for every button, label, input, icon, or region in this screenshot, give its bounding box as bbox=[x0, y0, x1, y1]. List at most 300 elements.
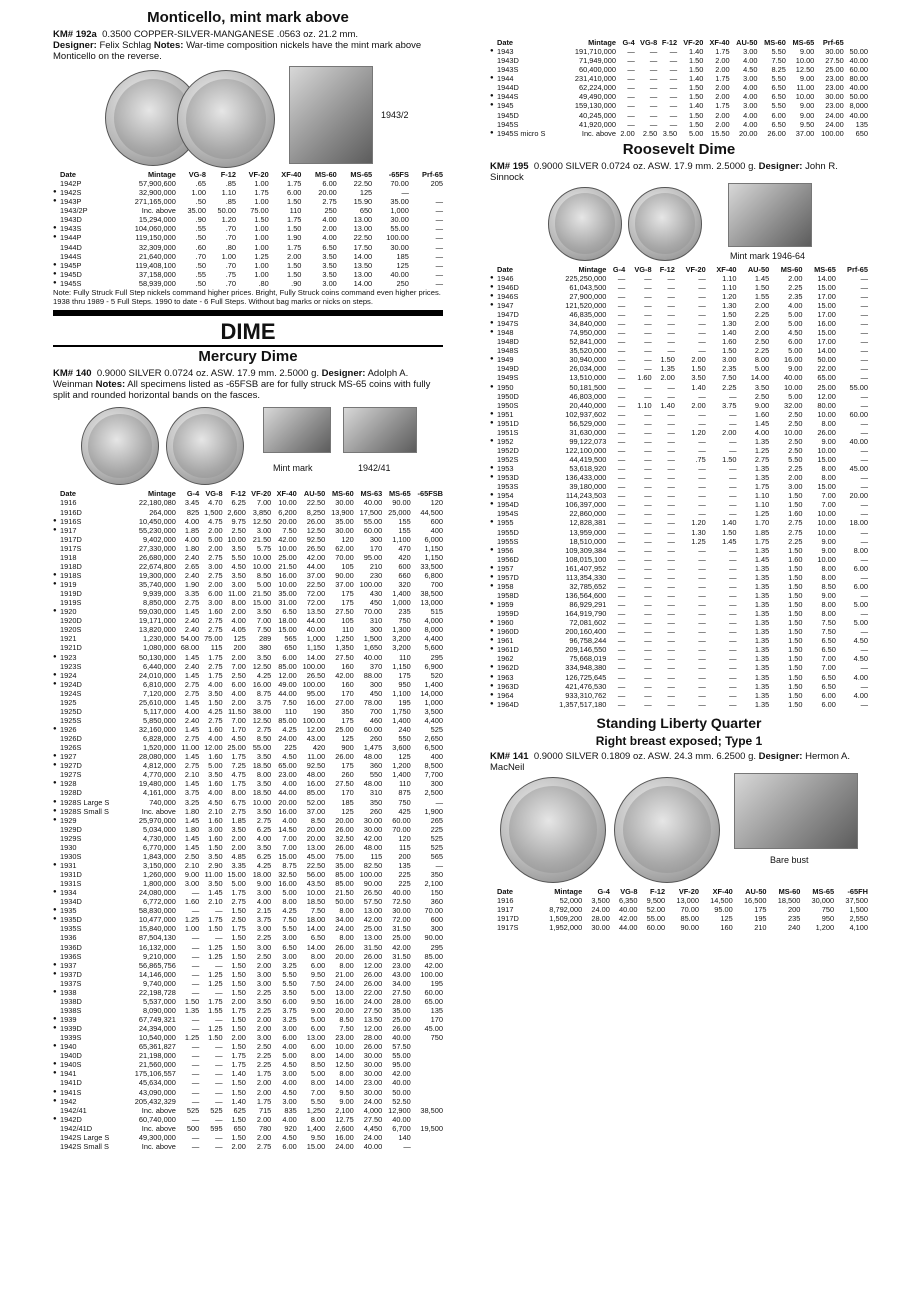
value-cell: 5.50 bbox=[771, 47, 786, 57]
value-cell: — bbox=[729, 627, 737, 637]
value-cell: 2.00 bbox=[208, 525, 223, 535]
value-cell: 75.00 bbox=[204, 634, 223, 644]
value-cell: 1.30 bbox=[722, 300, 737, 310]
value-cell: 122,100,000 bbox=[565, 445, 607, 455]
table-row bbox=[490, 914, 868, 923]
value-cell: 920 bbox=[284, 1123, 297, 1133]
value-cell: 450 bbox=[369, 688, 383, 698]
value-cell: 27.50 bbox=[825, 56, 844, 66]
table-row bbox=[490, 101, 868, 110]
value-cell: 12.00 bbox=[204, 743, 223, 753]
value-cell: 9.00 bbox=[339, 1096, 354, 1106]
value-cell bbox=[409, 188, 443, 197]
value-cell: 26.00 bbox=[363, 1042, 383, 1052]
table-row bbox=[53, 1124, 443, 1133]
value-cell: — bbox=[729, 509, 737, 519]
value-cell: 119,408,100 bbox=[135, 260, 176, 270]
value-cell: 11.00 bbox=[181, 743, 200, 753]
value-cell: 72.00 bbox=[306, 598, 326, 608]
value-cell: 57.50 bbox=[392, 1042, 411, 1052]
date-cell: 1926D bbox=[60, 734, 82, 744]
value-cell: 14.00 bbox=[306, 652, 326, 662]
value-cell: 30.00 bbox=[363, 1069, 383, 1079]
value-cell: 67,749,321 bbox=[138, 1015, 176, 1025]
value-cell: — bbox=[860, 291, 868, 301]
value-cell: — bbox=[215, 960, 223, 970]
value-cell: 20.00 bbox=[335, 1005, 354, 1015]
value-cell bbox=[411, 1069, 443, 1078]
value-cell: 9.00 bbox=[788, 364, 803, 374]
value-cell: 205 bbox=[430, 179, 443, 189]
value-cell: 3.50 bbox=[208, 879, 223, 889]
value-cell: 45,634,000 bbox=[138, 1078, 176, 1088]
value-cell: 37.00 bbox=[306, 806, 326, 816]
value-cell: 21,640,000 bbox=[138, 251, 176, 261]
value-cell: 5.00 bbox=[231, 879, 246, 889]
value-cell: 115 bbox=[370, 851, 383, 861]
value-cell: 5.50 bbox=[310, 1096, 326, 1106]
designer-name: John R. Sinnock bbox=[490, 160, 838, 183]
value-cell: 6.25 bbox=[256, 851, 272, 861]
value-cell: — bbox=[649, 83, 658, 93]
date-cell: ● 1943 bbox=[490, 47, 562, 56]
value-cell: 2.00 bbox=[231, 697, 246, 707]
value-cell: 42.00 bbox=[392, 942, 411, 952]
date-cell: 1949S bbox=[497, 373, 519, 383]
value-cell: 4.50 bbox=[231, 561, 246, 571]
value-cell: 25.00 bbox=[227, 743, 246, 753]
value-cell: 1.25 bbox=[208, 969, 223, 979]
value-cell: — bbox=[729, 636, 737, 646]
value-cell: 6.00 bbox=[282, 1141, 297, 1151]
value-cell: 135 bbox=[855, 119, 868, 129]
date-cell: ● 1964 bbox=[490, 691, 534, 700]
value-cell: 3.50 bbox=[208, 851, 223, 861]
value-cell: 15.00 bbox=[817, 455, 836, 464]
value-cell: 3,500 bbox=[424, 706, 443, 716]
value-cell: 25.00 bbox=[363, 924, 383, 934]
value-cell: 2.25 bbox=[722, 382, 737, 392]
value-cell: 21.00 bbox=[335, 969, 354, 979]
value-cell: — bbox=[644, 282, 652, 292]
value-cell: 1.20 bbox=[691, 427, 706, 437]
value-cell: — bbox=[617, 373, 626, 383]
table-row bbox=[53, 553, 443, 562]
value-cell: 1.30 bbox=[691, 527, 706, 537]
table-row bbox=[53, 698, 443, 707]
value-cell: 8.50 bbox=[821, 581, 836, 591]
value-cell: 24.00 bbox=[335, 1141, 354, 1151]
value-cell: 126,725,645 bbox=[565, 672, 607, 682]
value-cell: 4,770,000 bbox=[143, 770, 176, 780]
value-cell: — bbox=[644, 527, 652, 537]
mercury-title: Mercury Dime bbox=[198, 348, 298, 366]
value-cell: 1.75 bbox=[287, 179, 302, 189]
value-cell: 6.00 bbox=[310, 960, 326, 970]
column-header: VG-8 bbox=[640, 38, 658, 47]
table-row bbox=[53, 707, 443, 716]
value-cell: — bbox=[729, 473, 737, 483]
value-cell bbox=[411, 1078, 443, 1087]
table-row bbox=[490, 691, 868, 700]
value-cell: 4.00 bbox=[184, 534, 200, 544]
value-cell: — bbox=[627, 65, 635, 75]
value-cell: 1.35 bbox=[754, 609, 770, 619]
value-cell: — bbox=[669, 47, 678, 57]
value-cell: 109,309,384 bbox=[565, 545, 607, 555]
date-cell: 1918 bbox=[60, 552, 77, 562]
value-cell: 19,300,000 bbox=[138, 570, 176, 580]
value-cell: 31.50 bbox=[392, 951, 411, 961]
value-cell: 8.00 bbox=[339, 933, 354, 943]
value-cell: 4.00 bbox=[256, 897, 272, 907]
value-cell: 2.00 bbox=[256, 1024, 272, 1034]
value-cell: 12.00 bbox=[363, 960, 383, 970]
value-cell: 27,330,000 bbox=[138, 543, 176, 553]
value-cell: 100.00 bbox=[302, 661, 326, 671]
value-cell: 3.45 bbox=[184, 498, 200, 508]
value-cell bbox=[411, 1097, 443, 1106]
value-cell: 175 bbox=[341, 598, 354, 608]
value-cell: — bbox=[617, 418, 626, 428]
value-cell: .60 bbox=[195, 242, 206, 252]
value-cell: — bbox=[698, 563, 706, 573]
table-row bbox=[490, 346, 868, 355]
date-cell: 1916 bbox=[497, 895, 514, 905]
value-cell: 5.00 bbox=[208, 534, 223, 544]
value-cell: .50 bbox=[195, 197, 206, 207]
value-cell: 1,100 bbox=[392, 688, 411, 698]
value-cell: 525 bbox=[430, 833, 443, 843]
value-cell: 3.35 bbox=[231, 860, 246, 870]
value-cell: 6.00 bbox=[231, 679, 246, 689]
table-row bbox=[490, 636, 868, 645]
value-cell: 1.25 bbox=[184, 1033, 200, 1043]
value-cell: 660 bbox=[398, 570, 411, 580]
value-cell: 6.50 bbox=[282, 607, 297, 617]
value-cell: 160 bbox=[341, 679, 354, 689]
value-cell: 3.50 bbox=[322, 260, 337, 270]
value-cell: 102,937,602 bbox=[565, 409, 607, 419]
value-cell: — bbox=[698, 690, 706, 700]
value-cell: 1,000 bbox=[392, 598, 411, 608]
value-cell: 10.00 bbox=[817, 445, 836, 455]
value-cell: 4.50 bbox=[282, 1087, 297, 1097]
value-cell: — bbox=[627, 101, 635, 111]
value-cell: 6,440,000 bbox=[143, 661, 176, 671]
value-cell: 26.00 bbox=[335, 842, 354, 852]
value-cell: — bbox=[435, 269, 443, 279]
date-cell: ● 1944P bbox=[53, 233, 109, 242]
table-row bbox=[490, 509, 868, 518]
value-cell: 40.00 bbox=[392, 1114, 411, 1124]
date-cell: ● 1928S Small S bbox=[53, 807, 124, 816]
value-cell: 23.00 bbox=[825, 83, 844, 93]
value-cell: 9,939,000 bbox=[143, 589, 176, 599]
table-row bbox=[53, 779, 443, 788]
column-header: MS-65 bbox=[350, 170, 373, 179]
date-cell: ● 1956 bbox=[490, 546, 534, 555]
value-cell: 108,015,100 bbox=[565, 554, 607, 564]
value-cell: 2.25 bbox=[256, 1051, 272, 1061]
value-cell: .55 bbox=[195, 224, 206, 234]
table-row bbox=[53, 526, 443, 535]
value-cell: 161,407,952 bbox=[565, 563, 607, 573]
value-cell: 5.50 bbox=[771, 101, 786, 111]
value-cell: 14.50 bbox=[278, 824, 297, 834]
value-cell: 1.80 bbox=[184, 824, 200, 834]
table-row bbox=[490, 663, 868, 672]
value-cell: 2.50 bbox=[256, 951, 272, 961]
value-cell: 10.00 bbox=[817, 527, 836, 537]
value-cell: 650 bbox=[284, 643, 297, 653]
monticello-price-table bbox=[53, 170, 443, 288]
value-cell: 565 bbox=[284, 634, 297, 644]
value-cell: 85.00 bbox=[306, 788, 326, 798]
value-cell: 190 bbox=[312, 706, 326, 716]
column-header: G-4 bbox=[612, 264, 626, 274]
value-cell: 650 bbox=[233, 1123, 246, 1133]
date-cell: 1940D bbox=[60, 1051, 82, 1061]
value-cell: 1.10 bbox=[722, 282, 737, 292]
value-cell: 24.00 bbox=[278, 734, 297, 744]
value-cell: 23.00 bbox=[363, 1078, 383, 1088]
value-cell: 56,865,756 bbox=[138, 960, 176, 970]
table-row bbox=[490, 292, 868, 301]
value-cell: 6.75 bbox=[231, 797, 246, 807]
designer-label: Designer: bbox=[758, 750, 803, 762]
value-cell: — bbox=[435, 242, 443, 252]
value-cell: 105 bbox=[341, 561, 354, 571]
spec-text: 0.9000 SILVER 0.0724 oz. ASW. 17.9 mm. 2.5000 g. bbox=[533, 160, 756, 172]
value-cell: 3.25 bbox=[184, 797, 200, 807]
value-cell: 4,730,000 bbox=[143, 833, 176, 843]
value-cell: — bbox=[644, 572, 652, 582]
date-cell: ● 1942S bbox=[53, 188, 109, 197]
date-cell: 1949D bbox=[497, 364, 519, 374]
date-cell: ● 1958 bbox=[490, 582, 534, 591]
date-cell: ● 1940S bbox=[53, 1060, 124, 1069]
value-cell: 4,450 bbox=[363, 1123, 383, 1133]
value-cell: 38.00 bbox=[252, 706, 272, 716]
value-cell: 40.00 bbox=[849, 436, 868, 446]
date-cell: 1927S bbox=[60, 770, 82, 780]
value-cell: — bbox=[698, 391, 706, 401]
value-cell: 2.00 bbox=[722, 427, 737, 437]
value-cell: 120 bbox=[398, 833, 411, 843]
value-cell: 260 bbox=[341, 770, 354, 780]
value-cell: — bbox=[644, 464, 652, 474]
value-cell: 49.00 bbox=[278, 679, 297, 689]
value-cell: 6,200 bbox=[278, 507, 297, 517]
value-cell: — bbox=[435, 260, 443, 270]
column-header: VF-20 bbox=[683, 38, 704, 47]
date-cell: ● 1940 bbox=[53, 1042, 124, 1051]
date-cell: 1948D bbox=[497, 337, 519, 347]
date-cell: ● 1954D bbox=[490, 500, 534, 509]
date-cell: ● 1949 bbox=[490, 355, 534, 364]
value-cell: 2.00 bbox=[715, 110, 730, 120]
value-cell: 40.00 bbox=[392, 1078, 411, 1088]
value-cell: — bbox=[617, 609, 626, 619]
value-cell: 22,180,080 bbox=[138, 498, 176, 508]
quarter-obverse-image bbox=[500, 777, 606, 883]
value-cell: 2.50 bbox=[754, 391, 770, 401]
value-cell: — bbox=[617, 572, 626, 582]
value-cell: 1.75 bbox=[254, 188, 269, 198]
value-cell: 600 bbox=[398, 561, 411, 571]
roosevelt-specs bbox=[490, 161, 868, 183]
value-cell: 31,630,000 bbox=[569, 427, 607, 437]
value-cell: — bbox=[191, 969, 200, 979]
table-row bbox=[53, 988, 443, 997]
value-cell: 56.00 bbox=[306, 870, 326, 880]
value-cell: 40.00 bbox=[619, 904, 638, 914]
value-cell: 3.35 bbox=[184, 589, 200, 599]
value-cell: — bbox=[617, 310, 626, 319]
value-cell: 350 bbox=[430, 870, 443, 880]
table-row bbox=[53, 1069, 443, 1078]
value-cell: 200 bbox=[233, 643, 246, 653]
mint-mark-caption: Mint mark bbox=[273, 463, 313, 474]
value-cell: 5.00 bbox=[310, 1069, 326, 1079]
value-cell: 230 bbox=[369, 570, 383, 580]
value-cell: — bbox=[617, 654, 626, 664]
value-cell: 72,081,602 bbox=[569, 618, 607, 628]
table-row bbox=[490, 896, 868, 905]
value-cell: — bbox=[698, 464, 706, 474]
value-cell: 600 bbox=[430, 516, 443, 526]
value-cell: 1.50 bbox=[788, 600, 803, 609]
date-cell: 1955D bbox=[497, 527, 519, 537]
designer-label: Designer: bbox=[321, 368, 366, 380]
value-cell: 100.00 bbox=[821, 128, 844, 138]
date-cell: 1947D bbox=[497, 310, 519, 319]
value-cell: 96,758,244 bbox=[569, 636, 607, 646]
value-cell: 175 bbox=[341, 761, 354, 771]
value-cell: 55.00 bbox=[646, 913, 666, 923]
value-cell: — bbox=[215, 1141, 223, 1151]
value-cell: 42.00 bbox=[619, 913, 638, 923]
value-cell: 8,792,000 bbox=[549, 904, 583, 914]
value-cell: 30.00 bbox=[363, 824, 383, 834]
value-cell: 7.50 bbox=[821, 618, 836, 628]
value-cell: 1.50 bbox=[688, 92, 704, 102]
value-cell: 4.00 bbox=[282, 779, 297, 789]
value-cell: 3.00 bbox=[208, 598, 223, 608]
value-cell: 170 bbox=[341, 688, 354, 698]
value-cell: 1,400 bbox=[392, 715, 411, 725]
value-cell: 62.00 bbox=[335, 543, 354, 553]
value-cell: 3.00 bbox=[282, 951, 297, 961]
value-cell: — bbox=[667, 436, 675, 446]
value-cell: 1.40 bbox=[231, 1069, 246, 1079]
value-cell: 420 bbox=[312, 743, 326, 753]
value-cell: 70.00 bbox=[390, 179, 409, 189]
value-cell: 32.50 bbox=[278, 870, 297, 880]
date-cell: 1921 bbox=[60, 634, 77, 644]
value-cell: — bbox=[617, 427, 626, 437]
value-cell: 7.00 bbox=[282, 842, 297, 852]
value-cell: 1.35 bbox=[754, 600, 770, 609]
value-cell: 30.00 bbox=[591, 923, 610, 932]
value-cell: 1.50 bbox=[788, 645, 803, 655]
value-cell: — bbox=[191, 951, 200, 961]
value-cell: 10.00 bbox=[252, 561, 272, 571]
value-cell: 6.50 bbox=[282, 942, 297, 952]
value-cell: 28.00 bbox=[363, 1033, 383, 1043]
date-cell: ● 1918S bbox=[53, 571, 124, 580]
value-cell: 1.45 bbox=[754, 273, 770, 283]
value-cell: 75,668,019 bbox=[569, 654, 607, 664]
value-cell: 1.75 bbox=[231, 1005, 246, 1015]
value-cell: 2.75 bbox=[754, 455, 770, 464]
value-cell: 2.00 bbox=[231, 996, 246, 1006]
value-cell: 12.00 bbox=[363, 1024, 383, 1034]
date-cell: 1931S bbox=[60, 879, 82, 889]
value-cell: 1.40 bbox=[688, 74, 704, 84]
value-cell: 23.00 bbox=[278, 770, 297, 780]
column-header: XF-40 bbox=[281, 170, 302, 179]
value-cell: 225 bbox=[284, 743, 297, 753]
value-cell: 6.50 bbox=[821, 645, 836, 655]
value-cell: 1.45 bbox=[184, 697, 200, 707]
value-cell: — bbox=[860, 609, 868, 619]
value-cell: 15,294,000 bbox=[138, 215, 176, 225]
date-cell: ● 1946D bbox=[490, 283, 534, 292]
value-cell: 1.00 bbox=[184, 924, 200, 934]
column-header: MS-65 bbox=[814, 264, 836, 274]
value-cell: — bbox=[644, 690, 652, 700]
value-cell: 6.00 bbox=[771, 110, 786, 120]
value-cell: 1.25 bbox=[208, 978, 223, 988]
value-cell: 7.00 bbox=[282, 833, 297, 843]
column-header: MS-60 bbox=[331, 489, 354, 499]
value-cell: 28.00 bbox=[392, 996, 411, 1006]
value-cell: — bbox=[649, 74, 658, 84]
value-cell: 2.15 bbox=[256, 906, 272, 916]
value-cell: 150 bbox=[430, 888, 443, 898]
column-header: AU-50 bbox=[303, 489, 326, 499]
value-cell: — bbox=[667, 609, 675, 619]
value-cell: 57.50 bbox=[363, 897, 383, 907]
value-cell: — bbox=[698, 609, 706, 619]
value-cell: — bbox=[667, 545, 675, 555]
value-cell: 125 bbox=[341, 734, 354, 744]
value-cell: 195 bbox=[398, 697, 411, 707]
table-header-row bbox=[53, 170, 443, 179]
value-cell: 60,400,000 bbox=[579, 65, 616, 75]
value-cell: 10.00 bbox=[817, 509, 836, 519]
value-cell: 4.00 bbox=[322, 215, 337, 225]
value-cell: 4.00 bbox=[282, 815, 297, 825]
value-cell: 44.00 bbox=[278, 788, 297, 798]
value-cell: 23.00 bbox=[335, 1033, 354, 1043]
table-row bbox=[490, 464, 868, 473]
value-cell: 24.00 bbox=[825, 110, 844, 120]
value-cell: 50,181,500 bbox=[569, 382, 607, 392]
value-cell: 60.00 bbox=[849, 409, 868, 419]
value-cell: 44,419,500 bbox=[569, 455, 607, 464]
value-cell: 12.50 bbox=[252, 715, 272, 725]
value-cell: — bbox=[617, 681, 626, 691]
table-row bbox=[53, 1051, 443, 1060]
value-cell: 8.00 bbox=[256, 770, 272, 780]
value-cell: — bbox=[860, 319, 868, 329]
value-cell: 5.00 bbox=[754, 364, 770, 374]
value-cell: 30.00 bbox=[363, 1051, 383, 1061]
value-cell: 70.00 bbox=[392, 824, 411, 834]
